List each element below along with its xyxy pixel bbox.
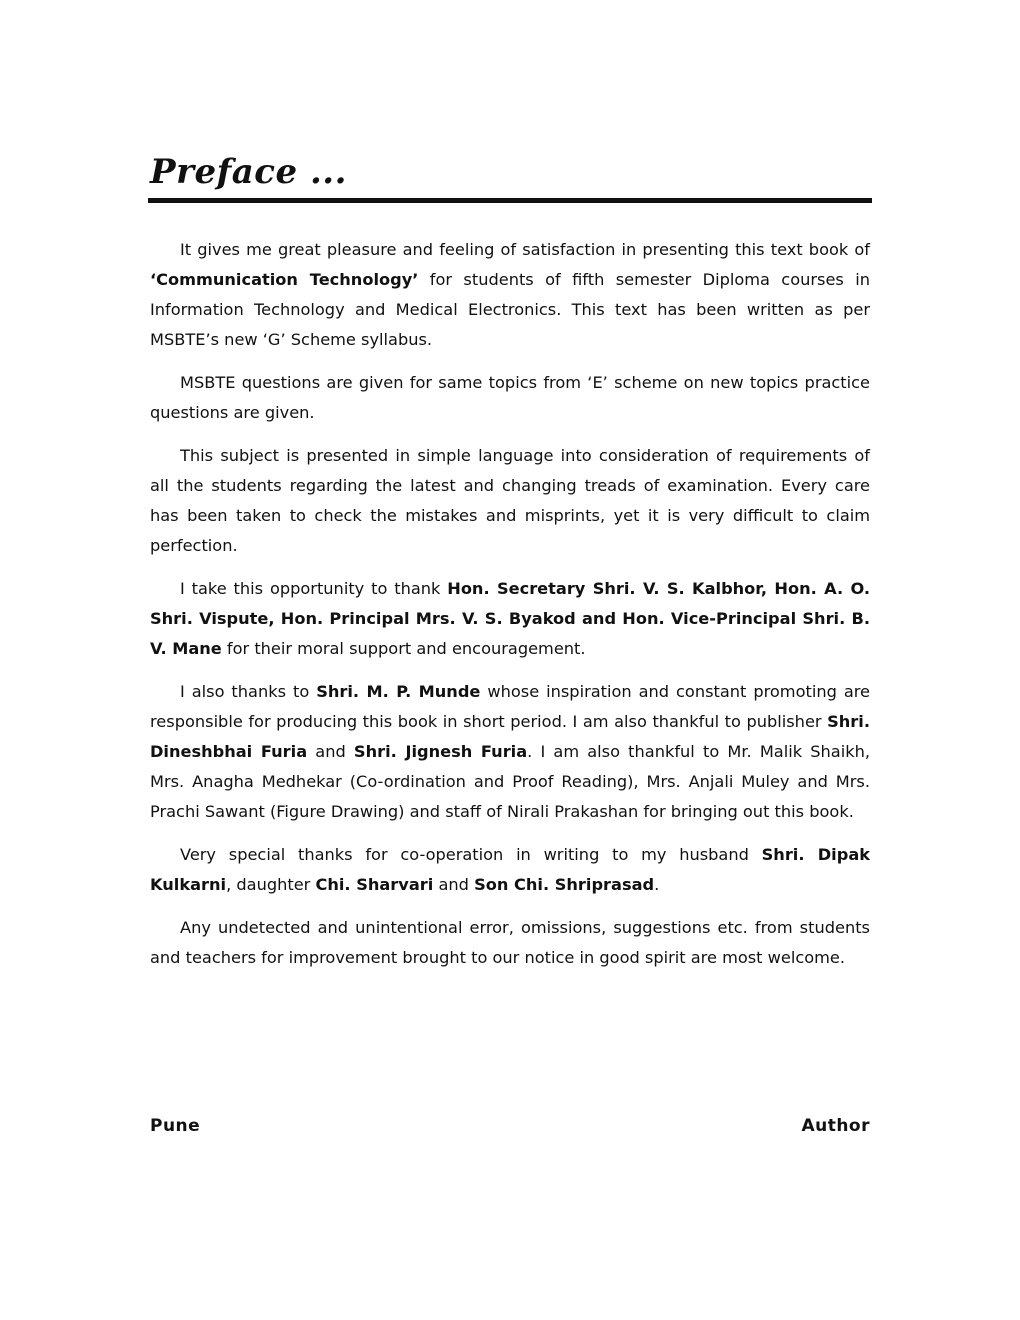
paragraph-2 [150,368,870,428]
paragraph-4 [150,574,870,664]
preface-body [150,235,870,986]
paragraph-3 [150,441,870,561]
text-run: . I am also thankful to Mr. Malik Shaikh, Mrs. Anagha Medhekar (Co-ordination and Proof Reading), Mrs. Anjali Muley and Mrs. Prachi Sawant (Figure Drawing) and staff of Nirali Prakashan for bringing out this book. [150,742,870,821]
bold-text-run: Shri. Jignesh Furia [353,742,528,761]
paragraph-1 [150,235,870,355]
text-run: for students of fifth semester Diploma courses in Information Technology and Medical Electronics. This text has been written as per MSBTE’s new ‘G’ Scheme syllabus. [150,270,870,349]
text-run: MSBTE questions are given for same topics from ‘E’ scheme on new topics practice questions are given. [150,373,870,422]
footer-place: Pune [150,1116,201,1136]
text-run: whose inspiration and constant promoting are responsible for producing this book in short period. I am also thankful to publisher [150,682,870,731]
text-run: for their moral support and encouragement. [221,639,586,658]
text-run: This subject is presented in simple language into consideration of requirements of all the students regarding the latest and changing treads of examination. Every care has been taken to check the mistakes and misprints, yet it is very difficult to claim perfection. [150,446,870,555]
text-run: Very special thanks for co-operation in writing to my husband [180,845,762,864]
bold-text-run: Shri. Dineshbhai Furia [150,712,870,761]
bold-text-run: Hon. Secretary Shri. V. S. Kalbhor, Hon. A. O. Shri. Vispute, Hon. Principal Mrs. V. S. Byakod and Hon. Vice-Principal Shri. B. V. Mane [150,579,871,658]
text-run: . [654,875,660,894]
title-rule [148,198,872,203]
page-title: Preface ... [150,152,347,192]
text-run: , daughter [226,875,316,894]
footer-signature: Author [801,1116,870,1136]
bold-text-run: Shri. M. P. Munde [316,682,481,701]
paragraph-5 [150,677,870,827]
text-run: and [433,875,475,894]
text-run: It gives me great pleasure and feeling of satisfaction in presenting this text book of [180,240,870,259]
bold-text-run: Shri. Dipak Kulkarni [150,845,871,894]
bold-text-run: ‘Communication Technology’ [150,270,419,289]
text-run: I take this opportunity to thank [180,579,448,598]
paragraph-7 [150,913,870,973]
paragraph-6 [150,840,870,900]
bold-text-run: Chi. Sharvari [315,875,434,894]
text-run: Any undetected and unintentional error, omissions, suggestions etc. from students and teachers for improvement brought to our notice in good spirit are most welcome. [150,918,870,967]
bold-text-run: Son Chi. Shriprasad [474,875,655,894]
text-run: and [307,742,354,761]
text-run: I also thanks to [180,682,317,701]
